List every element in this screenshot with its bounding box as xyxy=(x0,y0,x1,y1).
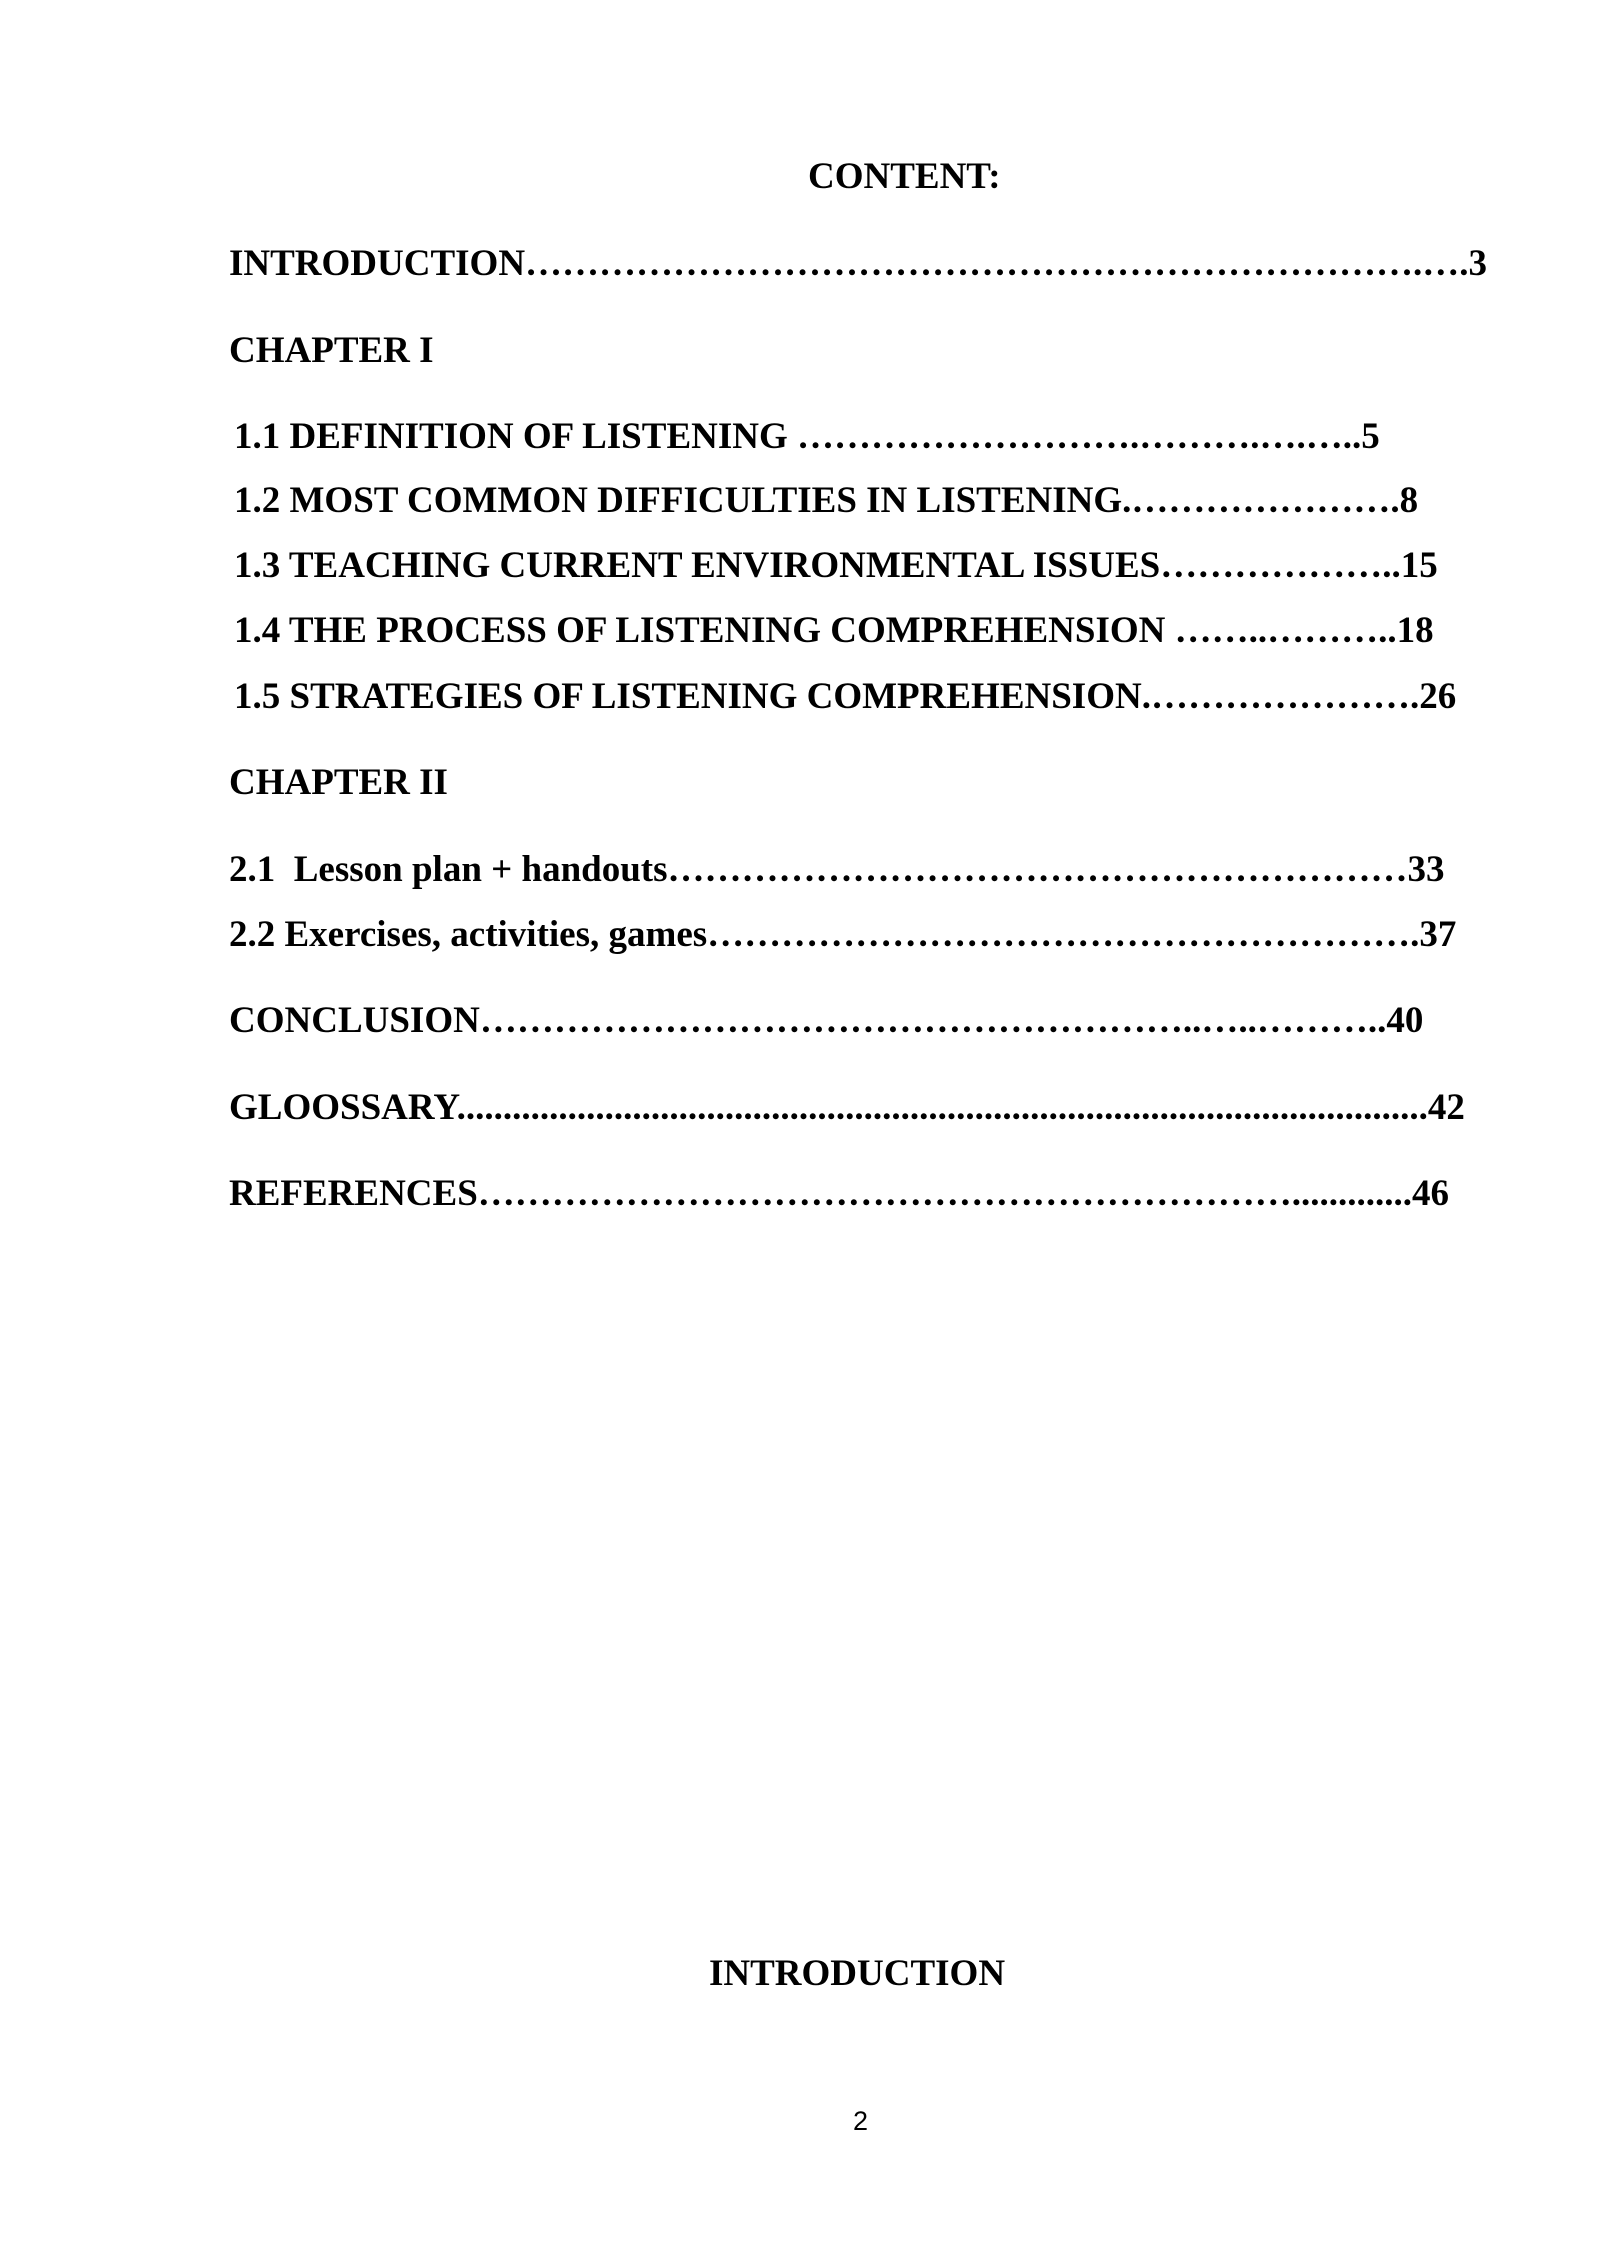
toc-entry-introduction: INTRODUCTION……………………………………………………………….….3 xyxy=(229,243,1488,284)
toc-entry-1-2: 1.2 MOST COMMON DIFFICULTIES IN LISTENING.………………….8 xyxy=(234,480,1419,521)
toc-chapter-1-title: CHAPTER I xyxy=(229,330,434,371)
toc-entry-1-3: 1.3 TEACHING CURRENT ENVIRONMENTAL ISSUES………………..15 xyxy=(234,545,1438,586)
section-heading-introduction: INTRODUCTION xyxy=(709,1953,1006,1994)
toc-chapter-2-title: CHAPTER II xyxy=(229,762,448,803)
toc-entry-1-5: 1.5 STRATEGIES OF LISTENING COMPREHENSION.………………….26 xyxy=(234,676,1457,717)
toc-entry-1-1: 1.1 DEFINITION OF LISTENING ……………………….……….….…..5 xyxy=(234,416,1380,457)
toc-entry-glossary: GLOOSSARY.........................................................................................................42 xyxy=(229,1087,1465,1128)
toc-entry-2-1: 2.1 Lesson plan + handouts……………………………………………………33 xyxy=(229,849,1445,890)
page-number: 2 xyxy=(853,2106,869,2136)
toc-heading: CONTENT: xyxy=(808,156,1001,197)
toc-entry-references: REFERENCES………………………………………………………….............46 xyxy=(229,1173,1450,1214)
toc-entry-2-2: 2.2 Exercises, activities, games………………………………………………….37 xyxy=(229,914,1457,955)
toc-entry-1-4: 1.4 THE PROCESS OF LISTENING COMPREHENSION ……..………..18 xyxy=(234,610,1434,651)
toc-entry-conclusion: CONCLUSION…………………………………………………..…..………..40 xyxy=(229,1000,1424,1041)
